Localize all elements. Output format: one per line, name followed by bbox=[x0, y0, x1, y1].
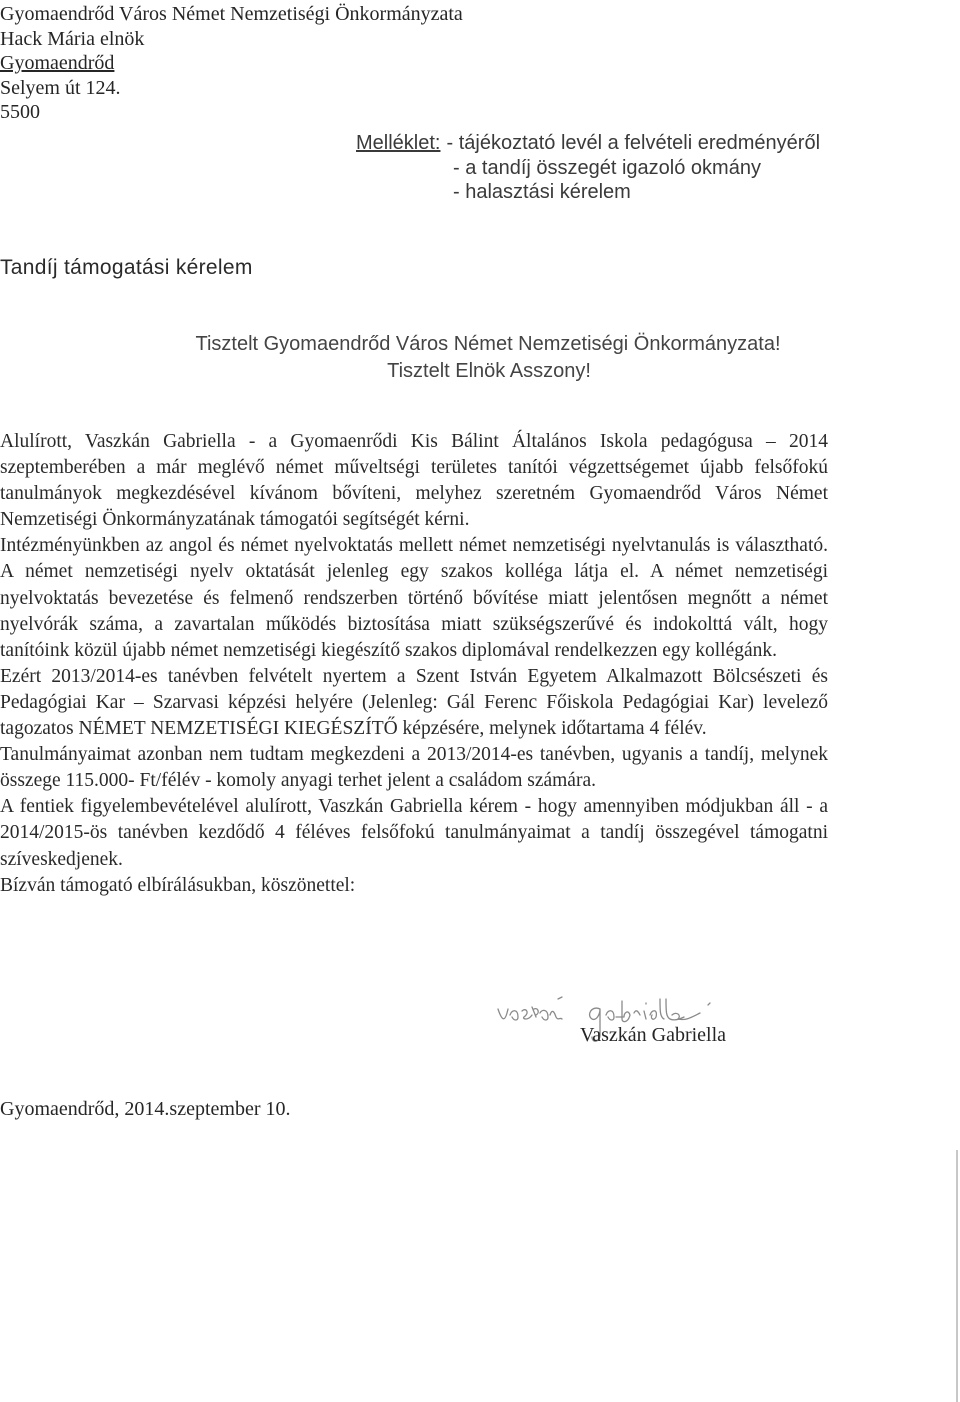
salutation-line-1: Tisztelt Gyomaendrőd Város Német Nemzetiségi Önkormányzata! bbox=[195, 333, 781, 355]
recipient-zip: 5500 bbox=[0, 101, 40, 123]
attachment-item: - tájékoztató levél a felvételi eredményéről bbox=[446, 132, 821, 154]
place-and-date: Gyomaendrőd, 2014.szeptember 10. bbox=[0, 1098, 291, 1120]
attachment-item: - halasztási kérelem bbox=[453, 181, 631, 203]
recipient-street: Selyem út 124. bbox=[0, 76, 121, 99]
salutation bbox=[0, 331, 960, 385]
body-paragraph: Tanulmányaimat azonban nem tudtam megkezdeni a 2013/2014-es tanévben, ugyanis a tandíj, melynek összege 115.000- Ft/félév - komoly anyagi terhet jelent a családom számára. bbox=[0, 744, 828, 792]
body-paragraph: Bízván támogató elbírálásukban, köszönettel: bbox=[0, 874, 356, 896]
salutation-line-2: Tisztelt Elnök Asszony! bbox=[387, 360, 591, 382]
attachment-row bbox=[356, 156, 820, 181]
body-paragraph: Ezért 2013/2014-es tanévben felvételt nyertem a Szent István Egyetem Alkalmazott Bölcsészeti és Pedagógiai Kar – Szarvasi képzési helyére (Jelenleg: Gál Ferenc Főiskola Pedagógiai Kar) levelező tagozatos NÉMET NEMZETISÉGI KIEGÉSZÍTŐ képzésére, melynek időtartama 4 félév. bbox=[0, 665, 828, 740]
recipient-organization: Gyomaendrőd Város Német Nemzetiségi Önkormányzata bbox=[0, 3, 463, 25]
body-paragraph: Intézményünkben az angol és német nyelvoktatás mellett német nemzetiségi nyelvtanulás is választható. A német nemzetiségi nyelv oktatását jelenleg egy szakos kolléga látja el. A német nemzetiségi nyelvoktatás bevezetése és felmenő rendszerben történő bővítése miatt jelentősen megnőtt a német nyelvórák száma, a zavartalan működés biztosítása miatt szükségszerűvé és indokolttá vált, hogy tanítóink közül újabb német nemzetiségi kiegészítő szakos diplomával rendelkezzen egy kollégánk. bbox=[0, 535, 828, 661]
attachments-block bbox=[356, 131, 820, 205]
attachment-item: - a tandíj összegét igazoló okmány bbox=[453, 156, 761, 179]
scan-edge-line bbox=[956, 1150, 958, 1402]
recipient-city: Gyomaendrőd bbox=[0, 52, 115, 74]
signer-printed-name: Vaszkán Gabriella bbox=[580, 1024, 727, 1046]
attachment-row bbox=[356, 131, 820, 156]
letter-subject: Tandíj támogatási kérelem bbox=[0, 256, 253, 279]
attachment-row bbox=[356, 180, 820, 205]
recipient-address bbox=[0, 2, 463, 125]
body-paragraph: Alulírott, Vaszkán Gabriella - a Gyomaenrődi Kis Bálint Általános Iskola pedagógusa – 2014 szeptemberében a már meglévő német műveltségi területes tanítói végzettségemet újabb felsőfokú tanulmányok megkezdésével kívánom bővíteni, melyhez szeretném Gyomaendrőd Város Német Nemzetiségi Önkormányzatának támogatói segítségét kérni. bbox=[0, 431, 828, 531]
letter-body bbox=[0, 429, 828, 899]
attachments-label: Melléklet: bbox=[356, 132, 441, 154]
recipient-person: Hack Mária elnök bbox=[0, 27, 145, 50]
body-paragraph: A fentiek figyelembevételével alulírott, Vaszkán Gabriella kérem - hogy amennyiben módjukban áll - a 2014/2015-ös tanévben kezdődő 4 féléves felsőfokú tanulmányaimat a tandíj összegével támogatni szíveskedjenek. bbox=[0, 796, 828, 870]
